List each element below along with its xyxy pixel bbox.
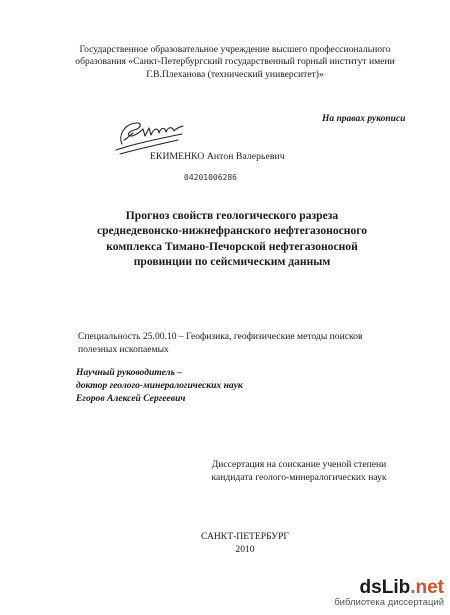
watermark-brand-tld: .net: [410, 577, 444, 598]
watermark-brand: [334, 578, 444, 597]
degree-line: кандидата геолого-минералогических наук: [211, 472, 387, 483]
institution-line: образования «Санкт-Петербургский государственный горный институт имени: [75, 56, 395, 68]
institution-line: Государственное образовательное учреждение высшего профессионального: [79, 44, 391, 55]
dslib-watermark: [334, 578, 444, 609]
scientific-advisor-block: [76, 367, 243, 405]
specialty-block: [78, 330, 362, 356]
title-line: провинции по сейсмическим данным: [133, 255, 331, 269]
watermark-brand-main: dsLib: [359, 577, 411, 598]
manuscript-rights-note: На правах рукописи: [322, 114, 406, 124]
title-line: комплекса Тимано-Печорской нефтегазоносной: [106, 239, 358, 253]
author-name: ЕКИМЕНКО Антон Валерьевич: [150, 151, 285, 162]
specialty-line: Специальность 25.00.10 – Геофизика, геофизические методы поисков: [78, 331, 363, 342]
institution-header: [60, 44, 410, 81]
place-and-year: [185, 531, 305, 556]
library-stamp-number: 04201006286: [184, 173, 237, 182]
advisor-name: Егоров Алексей Сергеевич: [76, 392, 186, 404]
dissertation-title: [60, 208, 404, 270]
year: 2010: [235, 543, 255, 555]
title-line: Прогноз свойств геологического разреза: [125, 209, 339, 222]
specialty-line: полезных ископаемых: [78, 344, 169, 355]
institution-line: Г.В.Плеханова (технический университет)»: [146, 68, 324, 80]
advisor-label: Научный руководитель –: [76, 367, 183, 378]
advisor-degree: доктор геолого-минералогических наук: [76, 379, 243, 391]
author-signature: [112, 114, 186, 156]
watermark-subtitle: библиотека диссертаций: [334, 597, 444, 608]
title-line: среднедевонско-нижнефранского нефтегазоносного: [96, 224, 368, 238]
city: САНКТ-ПЕТЕРБУРГ: [201, 531, 289, 542]
degree-line: Диссертация на соискание ученой степени: [211, 459, 387, 470]
degree-statement: [200, 458, 398, 484]
